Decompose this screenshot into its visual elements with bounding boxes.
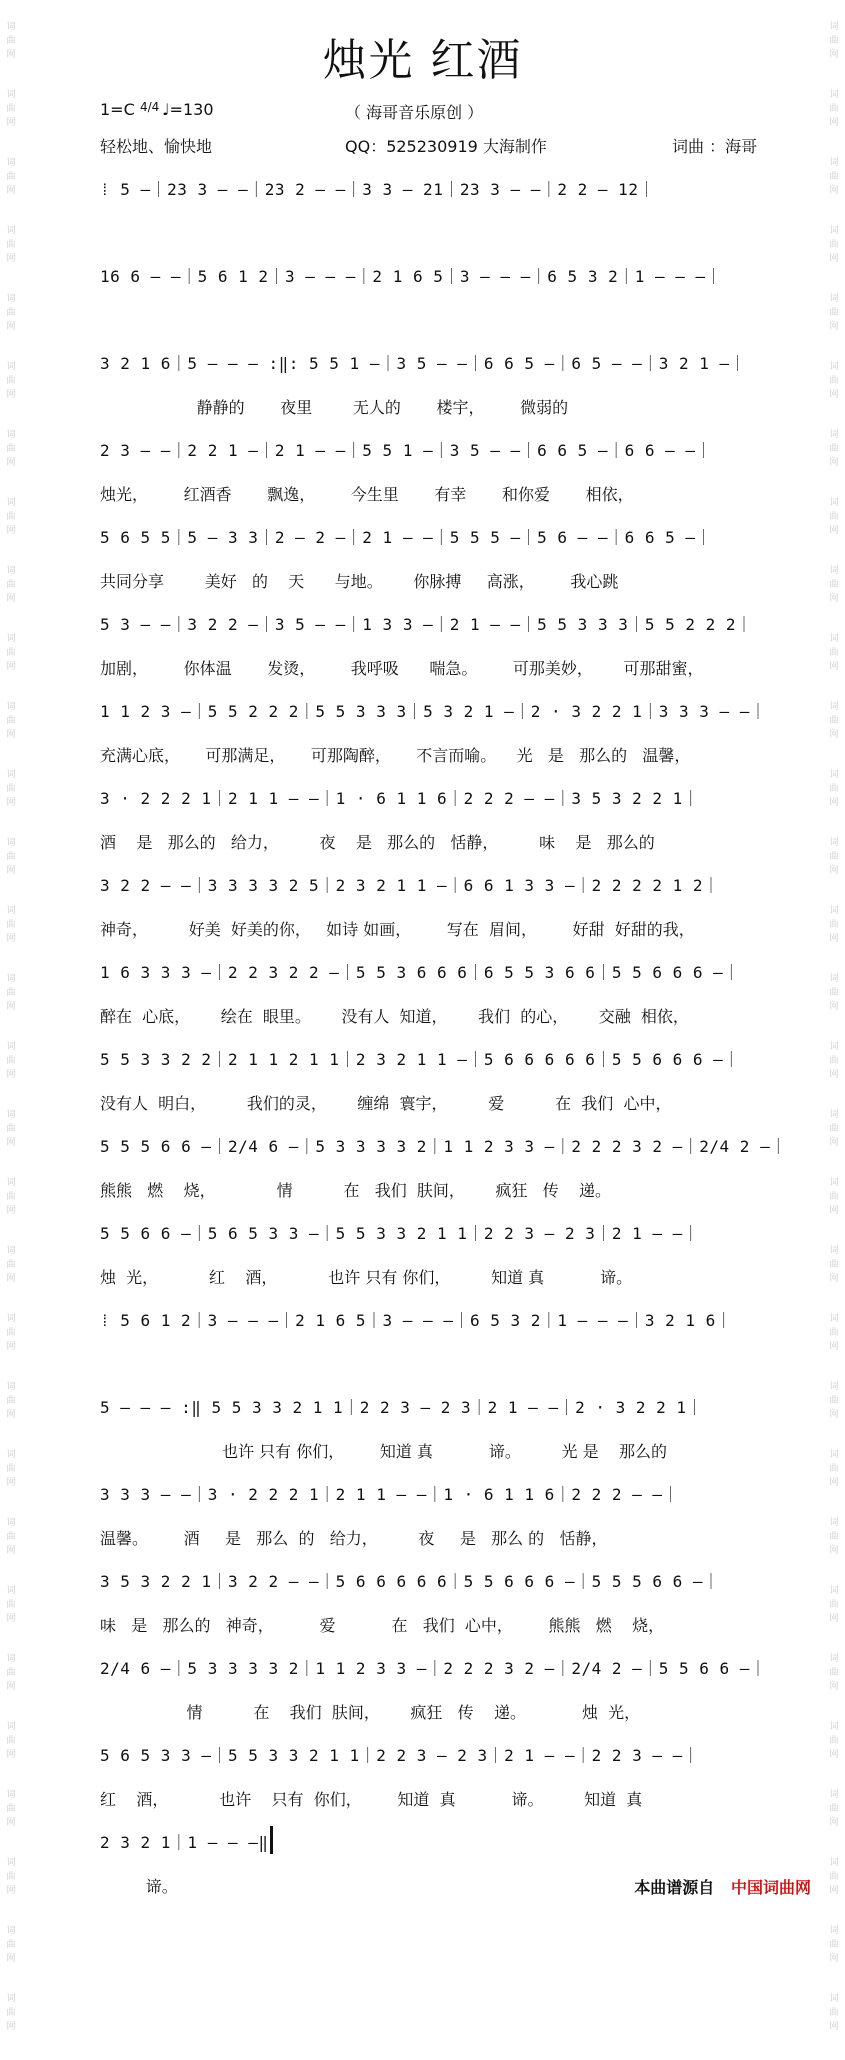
lyric-line: 醉在 心底， 绘在 眼里。 没有人 知道， 我们 的心， 交融 相依， [100,1007,689,1026]
lyric-line: 加剧， 你体温 发烫， 我呼吸 喘急。 可那美妙， 可那甜蜜， [100,659,704,678]
lyric-line: 也许 只有 你们， 知道 真 谛。 光 是 那么的 [100,1442,667,1461]
lyric-line: 静静的 夜里 无人的 楼宇， 微弱的 [100,398,569,417]
notation-text: 3 · 2 2 2 1｜2 1 1 — —｜1 · 6 1 1 6｜2 2 2 — —｜3 5 3 2 2 1｜ [100,789,700,808]
notation-text: 2/4 6 —｜5 3 3 3 3 2｜1 1 2 3 3 —｜2 2 2 3 2 —｜2/4 2 —｜5 5 6 6 —｜ [100,1659,767,1678]
credit-line: 词曲 ：海哥 [672,137,758,156]
notation-text: 5 5 6 6 —｜5 6 5 3 3 —｜5 5 3 3 2 1 1｜2 2 3 — 2 3｜2 1 — —｜ [100,1224,700,1243]
notation-line [100,699,767,722]
lyric-line: 没有人 明白， 我们的灵， 缠绵 寰宇， 爱 在 我们 心中， [100,1094,672,1113]
lyric-line: 红 酒， 也许 只有 你们， 知道 真 谛。 知道 真 [100,1790,643,1809]
notation-line [100,1395,760,1418]
notation-line [100,1308,760,1331]
notation-line [100,525,760,548]
notation-text: 3 5 3 2 2 1｜3 2 2 — —｜5 6 6 6 6 6｜5 5 6 6 6 —｜5 5 5 6 6 —｜ [100,1572,720,1591]
source-label: 本曲谱源自 [634,1878,715,1897]
tempo-marking: ♩=130 [162,100,214,119]
notation-line [100,873,760,896]
notation-line [100,1047,760,1070]
notation-text: 5 5 5 6 6 —｜2/4 6 —｜5 3 3 3 3 2｜1 1 2 3 3 —｜2 2 2 3 2 —｜2/4 2 —｜ [100,1137,787,1156]
notation-line [100,438,760,461]
notation-text: 5 5 3 3 2 2｜2 1 1 2 1 1｜2 3 2 1 1 —｜5 6 6 6 6 6｜5 5 6 6 6 —｜ [100,1050,740,1069]
notation-text: 5 3 — —｜3 2 2 —｜3 5 — —｜1 3 3 —｜2 1 — —｜5 5 3 3 3｜5 5 2 2 2｜ [100,615,753,634]
notation-line [100,1482,760,1505]
watermark-left: 词曲网 词曲网 词曲网 词曲网 词曲网 词曲网 词曲网 词曲网 词曲网 词曲网 词曲网 词曲网 词曲网 词曲网 词曲网 词曲网 词曲网 词曲网 词曲网 词曲网 词曲网 词曲网 词曲网 词曲网 词曲网 词曲网 词曲网 词曲网 词曲网 词曲网 [6,22,16,2032]
key-signature: 1=C [100,100,135,119]
lyric-line: 温馨。 酒 是 那么 的 给力， 夜 是 那么 的 恬静， [100,1529,608,1548]
expression-marking: 轻松地、愉快地 [100,137,213,156]
notation-line [100,1134,787,1157]
notation-line [100,1569,760,1592]
notation-line [100,1743,760,1766]
notation-line [100,351,760,374]
time-signature: 4/4 [140,100,160,114]
lyric-line: 熊熊 燃 烧， 情 在 我们 肤间， 疯狂 传 递。 [100,1181,612,1200]
notation-text: 16 6 — —｜5 6 1 2｜3 — — —｜2 1 6 5｜3 — — —｜6 5 3 2｜1 — — —｜ [100,267,723,286]
lyric-line: 烛光， 红酒香 飘逸， 今生里 有幸 和你爱 相依， [100,485,634,504]
notation-text: 2 3 2 1｜1 — — —‖ [100,1833,269,1852]
notation-line [100,786,760,809]
lyric-line: 谛。 [100,1877,178,1896]
notation-text: 5 6 5 5｜5 — 3 3｜2 — 2 —｜2 1 — —｜5 5 5 —｜5 6 — —｜6 6 5 —｜ [100,528,713,547]
source-site: 中国词曲网 [731,1878,812,1897]
notation-text: 1 6 3 3 3 —｜2 2 3 2 2 —｜5 5 3 6 6 6｜6 5 5 3 6 6｜5 5 6 6 6 —｜ [100,963,740,982]
notation-text: 3 2 1 6｜5 — — — :‖: 5 5 1 —｜3 5 — —｜6 6 5 —｜6 5 — —｜3 2 1 —｜ [100,354,747,373]
lyric-line: 共同分享 美好 的 天 与地。 你脉搏 高涨， 我心跳 [100,572,619,591]
song-title: 烛光 红酒 [322,35,523,86]
final-barline [270,1826,273,1854]
notation-text: 3 2 2 — —｜3 3 3 3 2 5｜2 3 2 1 1 —｜6 6 1 3 3 —｜2 2 2 2 1 2｜ [100,876,720,895]
source-footer [612,1856,811,1917]
lyric-line: 神奇， 好美 好美的你， 如诗 如画， 写在 眉间， 好甜 好甜的我， [100,920,695,939]
notation-line [100,1830,760,1853]
lyric-line: 充满心底， 可那满足， 可那陶醉， 不言而喻。 光 是 那么的 温馨， [100,746,691,765]
notation-text: ⁞ 5 —｜23 3 — —｜23 2 — —｜3 3 — 21｜23 3 — —｜2 2 — 12｜ [100,180,655,199]
notation-line [100,1656,767,1679]
lyric-line: 酒 是 那么的 给力， 夜 是 那么的 恬静， 味 是 那么的 [100,833,655,852]
notation-text: 3 3 3 — —｜3 · 2 2 2 1｜2 1 1 — —｜1 · 6 1 1 6｜2 2 2 — —｜ [100,1485,680,1504]
notation-text: ⁞ 5 6 1 2｜3 — — —｜2 1 6 5｜3 — — —｜6 5 3 2｜1 — — —｜3 2 1 6｜ [100,1311,733,1330]
notation-line [100,960,760,983]
notation-line [100,1221,760,1244]
notation-text: 2 3 — —｜2 2 1 —｜2 1 — —｜5 5 1 —｜3 5 — —｜6 6 5 —｜6 6 — —｜ [100,441,713,460]
lyric-line: 情 在 我们 肤间， 疯狂 传 递。 烛 光， [100,1703,641,1722]
notation-text: 5 — — — :‖ 5 5 3 3 2 1 1｜2 2 3 — 2 3｜2 1 — —｜2 · 3 2 2 1｜ [100,1398,704,1417]
original-note: （ 海哥音乐原创 ） [345,103,484,122]
notation-line [100,177,760,200]
contact-info: QQ：525230919 大海制作 [345,137,547,156]
notation-line [100,264,760,287]
notation-text: 5 6 5 3 3 —｜5 5 3 3 2 1 1｜2 2 3 — 2 3｜2 1 — —｜2 2 3 — —｜ [100,1746,700,1765]
watermark-right: 词曲网 词曲网 词曲网 词曲网 词曲网 词曲网 词曲网 词曲网 词曲网 词曲网 词曲网 词曲网 词曲网 词曲网 词曲网 词曲网 词曲网 词曲网 词曲网 词曲网 词曲网 词曲网 词曲网 词曲网 词曲网 词曲网 词曲网 词曲网 词曲网 词曲网 [829,22,839,2032]
notation-text: 1 1 2 3 —｜5 5 2 2 2｜5 5 3 3 3｜5 3 2 1 —｜2 · 3 2 2 1｜3 3 3 — —｜ [100,702,767,721]
notation-line [100,612,760,635]
lyric-line: 味 是 那么的 神奇， 爱 在 我们 心中， 熊熊 燃 烧， [100,1616,665,1635]
lyric-line: 烛 光， 红 酒， 也许 只有 你们， 知道 真 谛。 [100,1268,633,1287]
